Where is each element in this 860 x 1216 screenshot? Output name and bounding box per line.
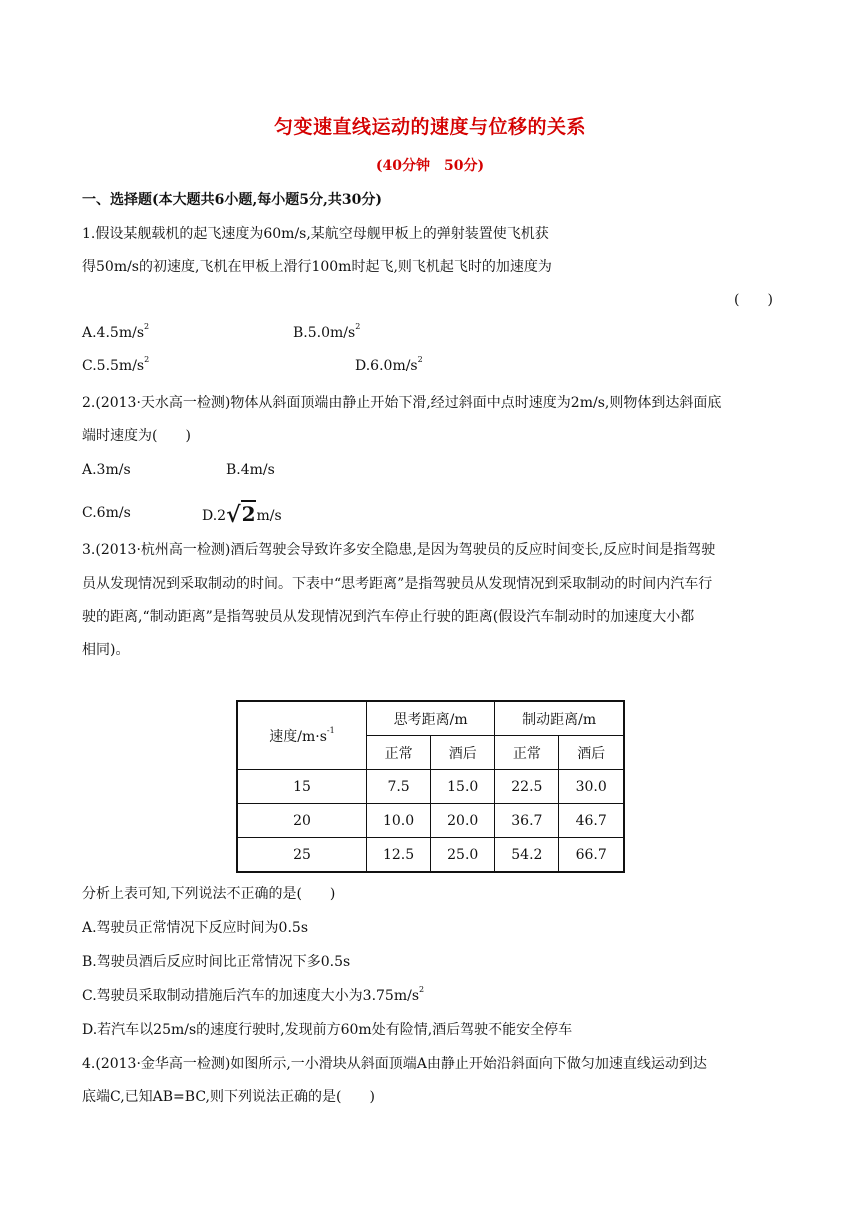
table-cell: 22.5 [495,770,559,804]
q2-option-b: B.4m/s [226,462,275,478]
table-row [237,804,624,838]
braking-distance-header: 制动距离/m [495,701,624,736]
table-row [237,838,624,873]
table-cell: 7.5 [367,770,431,804]
page-title: 匀变速直线运动的速度与位移的关系 [273,116,586,138]
think-normal-header: 正常 [367,736,431,770]
q3-stem-line3: 驶的距离,“制动距离”是指驾驶员从发现情况到汽车停止行驶的距离(假设汽车制动时的加速度大小都 [82,609,695,625]
table-row [237,770,624,804]
q3-option-c: C.驾驶员采取制动措施后汽车的加速度大小为$3.75m/s^2$ [82,985,425,1004]
q3-option-b: B.驾驶员酒后反应时间比正常情况下多0.5s [82,954,351,970]
q1-answer-bracket: ( ) [734,292,773,308]
table-cell: 25 [237,838,367,873]
brake-normal-header: 正常 [495,736,559,770]
q3-question: 分析上表可知,下列说法不正确的是( ) [82,886,336,902]
q2-stem-line2: 端时速度为( ) [82,428,191,444]
table-cell: 36.7 [495,804,559,838]
table-cell: 15 [237,770,367,804]
q3-option-a: A.驾驶员正常情况下反应时间为0.5s [82,920,309,936]
q3-option-d: D.若汽车以25m/s的速度行驶时,发现前方60m处有险情,酒后驾驶不能安全停车 [82,1022,573,1038]
thinking-distance-header: 思考距离/m [367,701,495,736]
q3-stem-line1: 3.(2013·杭州高一检测)酒后驾驶会导致许多安全隐患,是因为驾驶员的反应时间变长,反应时间是指驾驶 [82,542,716,558]
table-cell: 12.5 [367,838,431,873]
q1-option-b: $B.5.0m/s^2$ [293,322,361,341]
q3-stem-line2: 员从发现情况到采取制动的时间。下表中“思考距离”是指驾驶员从发现情况到采取制动的时间内汽车行 [82,576,713,592]
table-cell: 10.0 [367,804,431,838]
q2-option-a: A.3m/s [82,462,131,478]
sqrt-symbol: √ [226,502,241,528]
q4-stem-line1: 4.(2013·金华高一检测)如图所示,一小滑块从斜面顶端A由静止开始沿斜面向下做匀加速直线运动到达 [82,1056,707,1072]
time-score-subtitle: (40分钟 50分) [375,158,485,174]
q1-option-c: $C.5.5m/s^2$ [82,355,150,374]
table-cell: 20.0 [431,804,495,838]
q4-stem-line2: 底端C,已知AB=BC,则下列说法正确的是( ) [82,1089,375,1105]
q1-option-d: $D.6.0m/s^2$ [355,355,423,374]
table-cell: 30.0 [559,770,624,804]
table-header-row [237,701,624,736]
q1-stem-line1: 1.假设某舰载机的起飞速度为60m/s,某航空母舰甲板上的弹射装置使飞机获 [82,226,549,242]
q2-option-d: D.2√2m/s [202,502,282,528]
table-cell: 66.7 [559,838,624,873]
q3-stem-line4: 相同)。 [82,642,130,658]
q1-stem-line2: 得50m/s的初速度,飞机在甲板上滑行100m时起飞,则飞机起飞时的加速度为 [82,259,552,275]
section-heading: 一、选择题(本大题共6小题,每小题5分,共30分) [82,192,382,208]
table-cell: 54.2 [495,838,559,873]
q1-option-a: $A.4.5m/s^2$ [82,322,150,341]
q2-option-c: C.6m/s [82,505,131,521]
table-cell: 25.0 [431,838,495,873]
brake-drunk-header: 酒后 [559,736,624,770]
table-cell: 15.0 [431,770,495,804]
think-drunk-header: 酒后 [431,736,495,770]
q2-stem-line1: 2.(2013·天水高一检测)物体从斜面顶端由静止开始下滑,经过斜面中点时速度为2m/s,则物体到达斜面底 [82,395,722,411]
table-cell: 46.7 [559,804,624,838]
table-cell: 20 [237,804,367,838]
speed-header-cell: 速度$/m\cdot s^{-1}$ [237,701,367,770]
distance-table [236,700,625,873]
